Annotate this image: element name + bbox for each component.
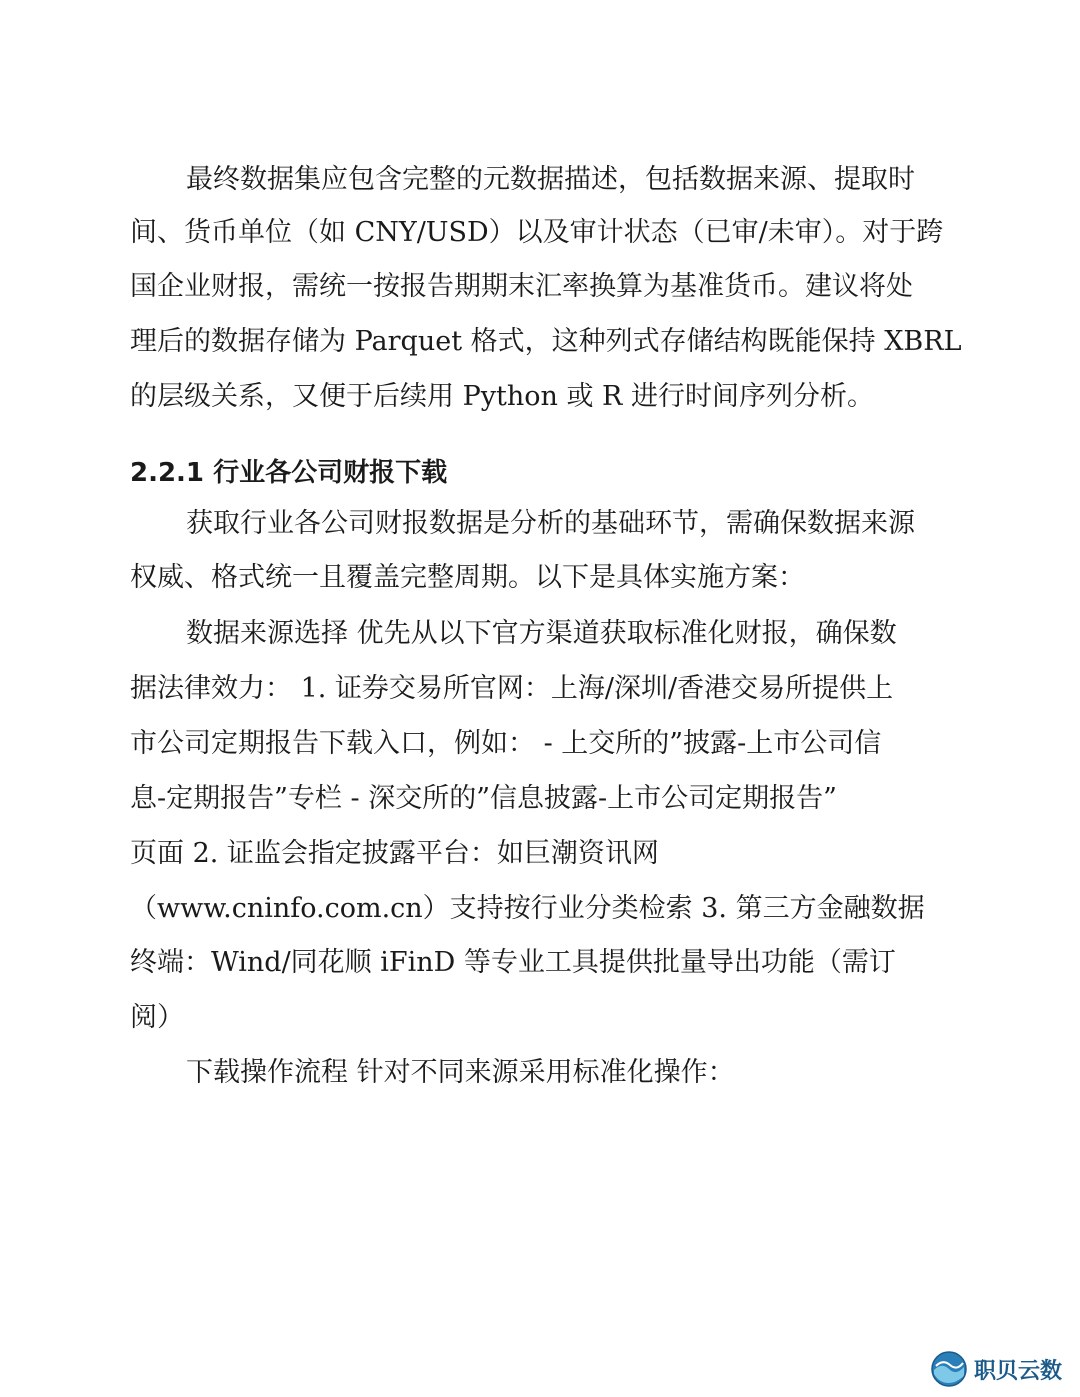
watermark-text: 职贝云数 — [974, 1358, 1063, 1384]
text-line: 间、货币单位（如 CNY/USD）以及审计状态（已审/未审）。对于跨 — [130, 217, 944, 248]
text-line: 下载操作流程 针对不同来源采用标准化操作： — [186, 1057, 735, 1088]
watermark — [930, 1347, 1070, 1391]
section-heading: 2.2.1 行业各公司财报下载 — [130, 458, 448, 488]
text-line: （www.cninfo.com.cn）支持按行业分类检索 3. 第三方金融数据 — [130, 893, 925, 924]
text-line: 终端：Wind/同花顺 iFinD 等专业工具提供批量导出功能（需订 — [130, 947, 896, 978]
text-line: 理后的数据存储为 Parquet 格式，这种列式存储结构既能保持 XBRL — [130, 326, 962, 357]
text-line: 数据来源选择 优先从以下官方渠道获取标准化财报，确保数 — [186, 618, 897, 649]
text-line: 国企业财报，需统一按报告期期末汇率换算为基准货币。建议将处 — [130, 271, 913, 302]
text-line: 获取行业各公司财报数据是分析的基础环节，需确保数据来源 — [186, 508, 915, 539]
globe-wave-logo-icon — [930, 1350, 968, 1388]
text-line: 息-定期报告”专栏 - 深交所的”信息披露-上市公司定期报告” — [130, 783, 837, 814]
text-line: 的层级关系，又便于后续用 Python 或 R 进行时间序列分析。 — [130, 381, 874, 412]
text-line: 最终数据集应包含完整的元数据描述，包括数据来源、提取时 — [186, 164, 915, 195]
text-line: 页面 2. 证监会指定披露平台：如巨潮资讯网 — [130, 838, 659, 869]
text-line: 权威、格式统一且覆盖完整周期。以下是具体实施方案： — [130, 562, 805, 593]
text-line: 据法律效力： 1. 证券交易所官网：上海/深圳/香港交易所提供上 — [130, 673, 894, 704]
text-line: 阅） — [130, 1002, 184, 1033]
text-line: 市公司定期报告下载入口，例如： - 上交所的”披露-上市公司信 — [130, 728, 882, 759]
